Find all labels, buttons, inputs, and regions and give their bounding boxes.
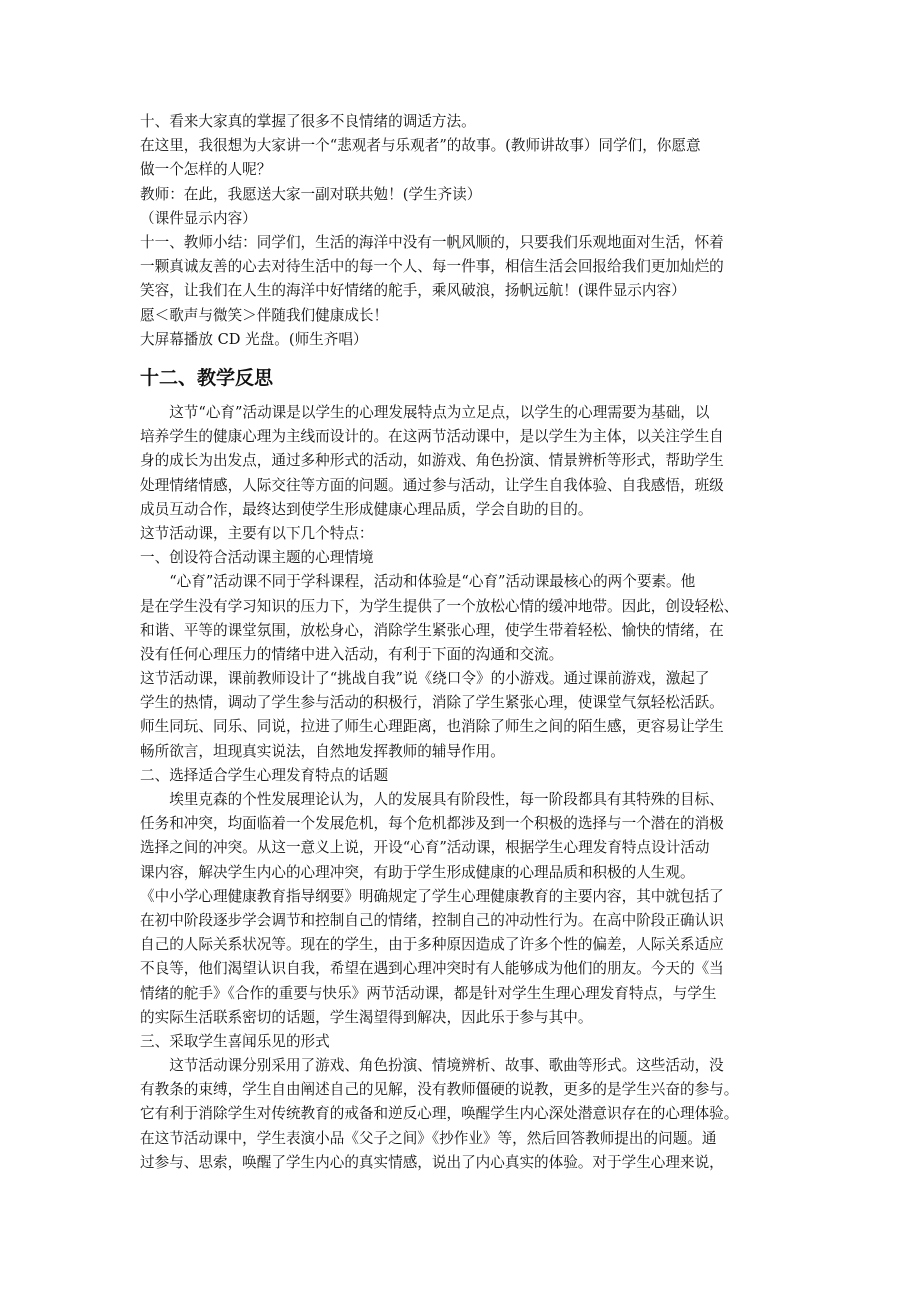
text-line: 身的成长为出发点，通过多种形式的活动，如游戏、角色扮演、情景辨析等形式，帮助学生 — [140, 452, 724, 470]
text-line: 一、创设符合活动课主题的心理情境 — [140, 549, 374, 567]
text-line: 学生的热情，调动了学生参与活动的积极行，消除了学生紧张心理，使课堂气氛轻松活跃。 — [140, 694, 724, 712]
text-line: 这节活动课，主要有以下几个特点： — [140, 524, 374, 542]
text-line: 一颗真诚友善的心去对待生活中的每一个人、每一件事，相信生活会回报给我们更加灿烂的 — [140, 258, 724, 276]
text-line: 笑容，让我们在人生的海洋中好情绪的舵手，乘风破浪，扬帆远航！(课件显示内容） — [140, 282, 686, 300]
text-line: 埃里克森的个性发展理论认为，人的发展具有阶段性，每一阶段都具有其特殊的目标、 — [140, 791, 724, 808]
text-line: 《中小学心理健康教育指导纲要》明确规定了学生心理健康教育的主要内容，其中就包括了 — [140, 887, 724, 905]
text-line: 课内容，解决学生内心的心理冲突，有助于学生形成健康的心理品质和积极的人生观。 — [140, 863, 695, 881]
section-heading: 十二、教学反思 — [140, 367, 274, 389]
text-line: 培养学生的健康心理为主线而设计的。在这两节活动课中，是以学生为主体，以关注学生自 — [140, 428, 724, 446]
text-line: 这节“心育”活动课是以学生的心理发展特点为立足点，以学生的心理需要为基础，以 — [140, 404, 710, 421]
lesson-closing-section — [140, 110, 780, 352]
text-line: 师生同玩、同乐、同说，拉进了师生心理距离，也消除了师生之间的陌生感，更容易让学生 — [140, 718, 724, 736]
teaching-reflection-section — [140, 401, 780, 1175]
text-line: 三、采取学生喜闻乐见的形式 — [140, 1032, 330, 1050]
text-line: 十一、教师小结：同学们，生活的海洋中没有一帆风顺的，只要我们乐观地面对生活，怀着 — [140, 233, 724, 251]
text-line: 大屏幕播放 CD 光盘。(师生齐唱） — [140, 330, 368, 348]
text-line: （课件显示内容） — [140, 209, 257, 227]
text-line: 和谐、平等的课堂氛围，放松身心，消除学生紧张心理，使学生带着轻松、愉快的情绪，在 — [140, 621, 724, 639]
text-line: 任务和冲突，均面临着一个发展危机，每个危机都涉及到一个积极的选择与一个潜在的消极 — [140, 815, 724, 833]
text-line: 是在学生没有学习知识的压力下，为学生提供了一个放松心情的缓冲地带。因此，创设轻松、 — [140, 597, 739, 615]
text-line: 它有利于消除学生对传统教育的戒备和逆反心理，唤醒学生内心深处潜意识存在的心理体验。 — [140, 1105, 739, 1123]
text-line: 愿＜歌声与微笑＞伴随我们健康成长！ — [140, 306, 389, 324]
text-line: 畅所欲言，坦现真实说法，自然地发挥教师的辅导作用。 — [140, 742, 505, 760]
text-line: 没有任何心理压力的情绪中进入活动，有利于下面的沟通和交流。 — [140, 645, 564, 663]
text-line: 成员互动合作，最终达到使学生形成健康心理品质，学会自助的目的。 — [140, 500, 593, 518]
text-line: 在初中阶段逐步学会调节和控制自己的情绪，控制自己的冲动性行为。在高中阶段正确认识 — [140, 911, 724, 929]
text-line: 教师：在此，我愿送大家一副对联共勉！(学生齐读） — [140, 185, 482, 203]
text-line: 在这里，我很想为大家讲一个“悲观者与乐观者”的故事。(教师讲故事）同学们，你愿意 — [140, 137, 701, 155]
text-line: 过参与、思索，唤醒了学生内心的真实情感，说出了内心真实的体验。对于学生心理来说， — [140, 1153, 724, 1171]
text-line: 在这节活动课中，学生表演小品《父子之间》《抄作业》等，然后回答教师提出的问题。通 — [140, 1129, 717, 1147]
text-line: 情绪的舵手》《合作的重要与快乐》两节活动课，都是针对学生生理心理发育特点，与学生 — [140, 984, 717, 1002]
text-line: 做一个怎样的人呢？ — [140, 161, 272, 179]
text-line: 自己的人际关系状况等。现在的学生，由于多种原因造成了许多个性的偏差，人际关系适应 — [140, 936, 724, 954]
text-line: 不良等，他们渴望认识自我，希望在遇到心理冲突时有人能够成为他们的朋友。今天的《当 — [140, 960, 724, 978]
text-line: 十、看来大家真的掌握了很多不良情绪的调适方法。 — [140, 113, 476, 130]
text-line: 选择之间的冲突。从这一意义上说，开设“心育”活动课，根据学生心理发育特点设计活动 — [140, 839, 710, 857]
text-line: 这节活动课分别采用了游戏、角色扮演、情境辨析、故事、歌曲等形式。这些活动，没 — [140, 1057, 724, 1075]
text-line: 这节活动课，课前教师设计了“挑战自我”说《绕口令》的小游戏。通过课前游戏，激起了 — [140, 670, 710, 688]
text-line: 有教条的束缚，学生自由阐述自己的见解，没有教师僵硬的说教，更多的是学生兴奋的参与。 — [140, 1081, 739, 1099]
text-line: 处理情绪情感，人际交往等方面的问题。通过参与活动，让学生自我体验、自我感悟，班级 — [140, 476, 724, 494]
text-line: 的实际生活联系密切的话题，学生渴望得到解决，因此乐于参与其中。 — [140, 1008, 593, 1026]
text-line: 二、选择适合学生心理发育特点的话题 — [140, 766, 389, 784]
text-line: “心育”活动课不同于学科课程，活动和体验是“心育”活动课最核心的两个要素。他 — [140, 573, 696, 591]
